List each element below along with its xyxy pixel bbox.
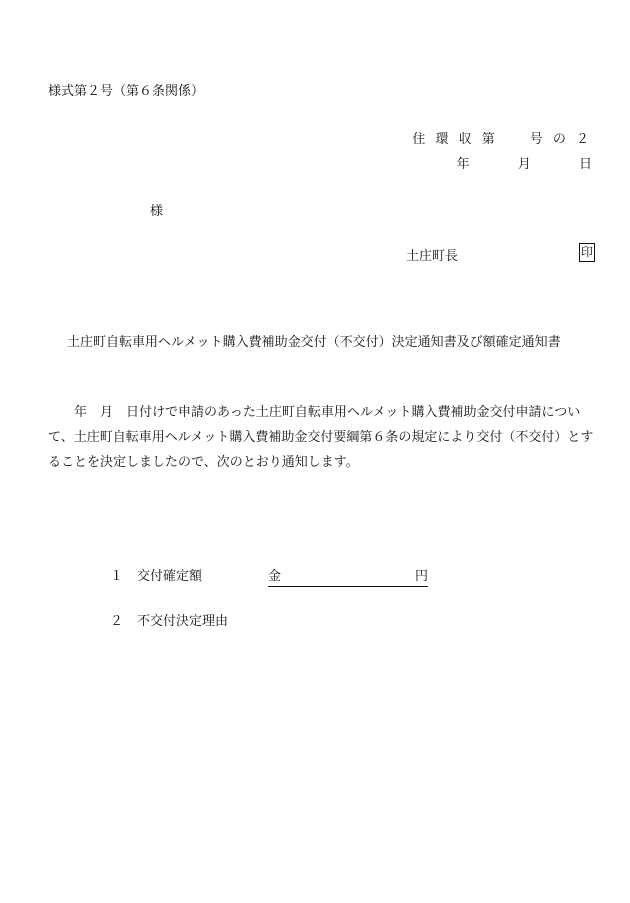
form-number: 様式第２号（第６条関係）: [48, 84, 205, 99]
date-month: 月: [517, 157, 531, 172]
item-label: 不交付決定理由: [137, 614, 229, 629]
amount-field: [268, 565, 428, 587]
addressee-honorific: 様: [150, 204, 164, 219]
date-day: 日: [578, 157, 592, 172]
date-line: [439, 153, 592, 172]
item-refusal-reason: [110, 610, 228, 629]
document-title: 土庄町自転車用ヘルメット購入費補助金交付（不交付）決定通知書及び額確定通知書: [67, 335, 561, 350]
amount-suffix: 円: [414, 569, 428, 584]
amount-prefix: 金: [268, 569, 282, 584]
item-label: 交付確定額: [137, 569, 203, 584]
seal-mark: 印: [579, 243, 595, 262]
body-paragraph: 年 月 日付けで申請のあった土庄町自転車用ヘルメット購入費補助金交付申請について、土庄町自転車用ヘルメット購入費補助金交付要綱第６条の規定により交付（不交付）とすることを決定しましたので、次のとおり通知します。: [48, 405, 594, 470]
item-number: ２: [110, 614, 124, 629]
date-year: 年: [456, 157, 470, 172]
document-number: 住 環 収 第 号 の ２: [412, 132, 592, 147]
issuer-name: 土庄町長: [406, 249, 459, 264]
item-number: １: [110, 569, 124, 584]
item-grant-amount: [110, 565, 202, 584]
